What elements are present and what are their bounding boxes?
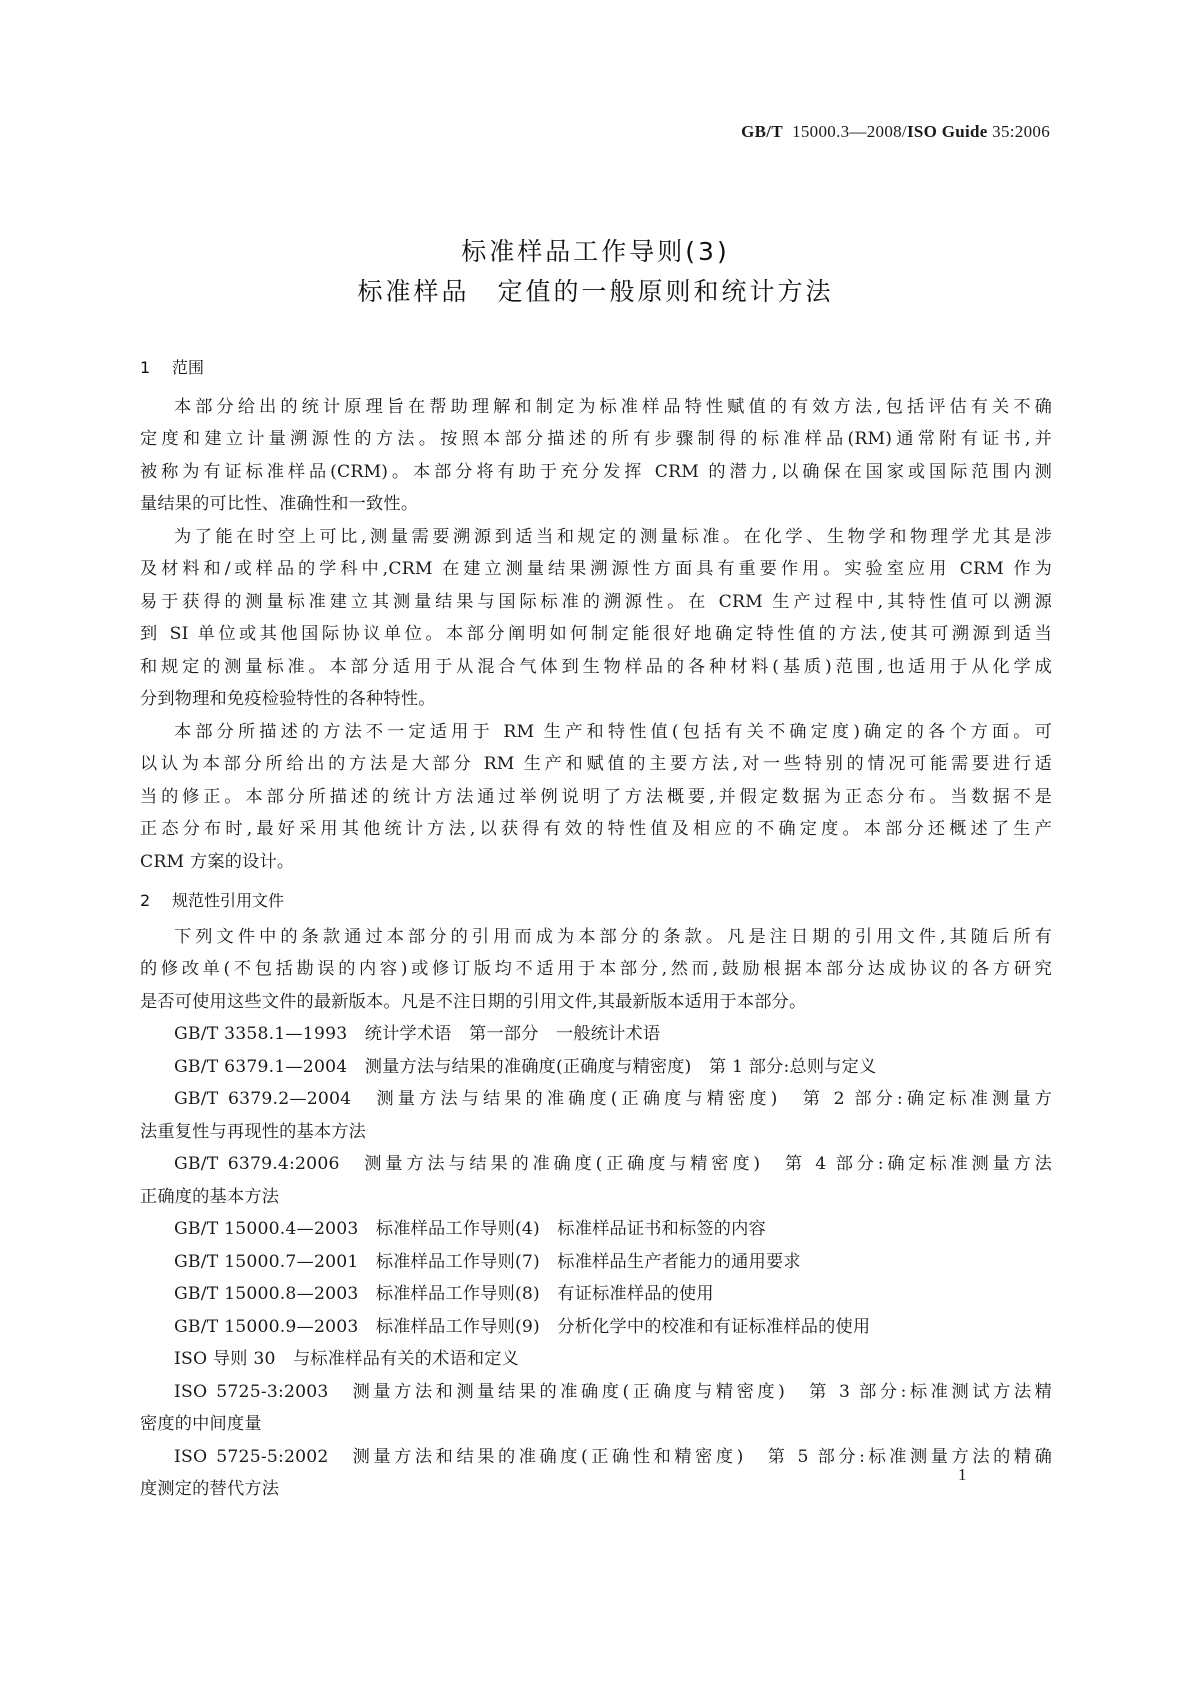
- paragraph-line: 本部分给出的统计原理旨在帮助理解和制定为标准样品特性赋值的有效方法,包括评估有关不确: [174, 397, 1052, 417]
- section-number: 2: [140, 891, 151, 910]
- paragraph-line: 定度和建立计量溯源性的方法。按照本部分描述的所有步骤制得的标准样品(RM)通常附有证书,并: [140, 429, 1052, 449]
- paragraph-line: 和规定的测量标准。本部分适用于从混合气体到生物样品的各种材料(基质)范围,也适用于从化学成: [140, 657, 1052, 677]
- reference-item: ISO 导则 30 与标准样品有关的术语和定义: [174, 1349, 520, 1369]
- section-number: 1: [140, 358, 151, 377]
- document-title-line2: 标准样品 定值的一般原则和统计方法: [357, 277, 834, 306]
- reference-item-continuation: 正确度的基本方法: [140, 1187, 280, 1207]
- paragraph-line: 是否可使用这些文件的最新版本。凡是不注日期的引用文件,其最新版本适用于本部分。: [140, 992, 807, 1012]
- reference-item: GB/T 15000.4—2003 标准样品工作导则(4) 标准样品证书和标签的内容: [174, 1219, 766, 1239]
- paragraph-line: 及材料和/或样品的学科中,CRM 在建立测量结果溯源性方面具有重要作用。实验室应用 CRM 作为: [140, 559, 1052, 579]
- paragraph-line: 以认为本部分所给出的方法是大部分 RM 生产和赋值的主要方法,对一些特别的情况可能需要进行适: [140, 754, 1052, 774]
- reference-item-continuation: 密度的中间度量: [140, 1414, 262, 1434]
- header-code-gbt: GB/T: [741, 122, 783, 141]
- section-title: 规范性引用文件: [172, 891, 285, 910]
- section-title: 范围: [172, 358, 205, 377]
- section-2-heading: [140, 888, 284, 911]
- reference-item: GB/T 6379.4:2006 测量方法与结果的准确度(正确度与精密度) 第 4 部分:确定标准测量方法: [174, 1154, 1052, 1174]
- paragraph-line: 量结果的可比性、准确性和一致性。: [140, 494, 419, 514]
- reference-item: GB/T 15000.8—2003 标准样品工作导则(8) 有证标准样品的使用: [174, 1284, 714, 1304]
- reference-item: GB/T 3358.1—1993 统计学术语 第一部分 一般统计术语: [174, 1024, 661, 1044]
- header-code-year: 35:2006: [992, 122, 1050, 141]
- reference-item: GB/T 15000.9—2003 标准样品工作导则(9) 分析化学中的校准和有证标准样品的使用: [174, 1317, 871, 1337]
- document-title-line1: 标准样品工作导则(3): [461, 237, 730, 266]
- reference-item: ISO 5725-5:2002 测量方法和结果的准确度(正确性和精密度) 第 5 部分:标准测量方法的精确: [174, 1447, 1052, 1467]
- paragraph-line: 分到物理和免疫检验特性的各种特性。: [140, 689, 436, 709]
- reference-item: GB/T 6379.2—2004 测量方法与结果的准确度(正确度与精密度) 第 2 部分:确定标准测量方: [174, 1089, 1052, 1109]
- paragraph-line: 到 SI 单位或其他国际协议单位。本部分阐明如何制定能很好地确定特性值的方法,使其可溯源到适当: [140, 624, 1052, 644]
- paragraph-line: CRM 方案的设计。: [140, 852, 295, 872]
- reference-item: GB/T 15000.7—2001 标准样品工作导则(7) 标准样品生产者能力的通用要求: [174, 1252, 801, 1272]
- paragraph-line: 的修改单(不包括勘误的内容)或修订版均不适用于本部分,然而,鼓励根据本部分达成协议的各方研究: [140, 959, 1052, 979]
- paragraph-line: 易于获得的测量标准建立其测量结果与国际标准的溯源性。在 CRM 生产过程中,其特性值可以溯源: [140, 592, 1052, 612]
- section-1-heading: [140, 355, 204, 378]
- paragraph-line: 下列文件中的条款通过本部分的引用而成为本部分的条款。凡是注日期的引用文件,其随后所有: [174, 927, 1052, 947]
- reference-item: ISO 5725-3:2003 测量方法和测量结果的准确度(正确度与精密度) 第 3 部分:标准测试方法精: [174, 1382, 1052, 1402]
- paragraph-line: 被称为有证标准样品(CRM)。本部分将有助于充分发挥 CRM 的潜力,以确保在国家或国际范围内测: [140, 462, 1052, 482]
- paragraph-line: 当的修正。本部分所描述的统计方法通过举例说明了方法概要,并假定数据为正态分布。当数据不是: [140, 787, 1052, 807]
- paragraph-line: 正态分布时,最好采用其他统计方法,以获得有效的特性值及相应的不确定度。本部分还概述了生产: [140, 819, 1052, 839]
- paragraph-line: 为了能在时空上可比,测量需要溯源到适当和规定的测量标准。在化学、生物学和物理学尤其是涉: [174, 527, 1052, 547]
- paragraph-line: 本部分所描述的方法不一定适用于 RM 生产和特性值(包括有关不确定度)确定的各个方面。可: [174, 722, 1052, 742]
- reference-item-continuation: 度测定的替代方法: [140, 1479, 280, 1499]
- standard-code-header: [741, 122, 1050, 142]
- header-code-iso: ISO Guide: [906, 122, 988, 141]
- reference-item: GB/T 6379.1—2004 测量方法与结果的准确度(正确度与精密度) 第 1 部分:总则与定义: [174, 1057, 877, 1077]
- header-code-number: 15000.3—2008/: [792, 122, 907, 141]
- page-number: 1: [958, 1465, 967, 1484]
- reference-item-continuation: 法重复性与再现性的基本方法: [140, 1122, 367, 1142]
